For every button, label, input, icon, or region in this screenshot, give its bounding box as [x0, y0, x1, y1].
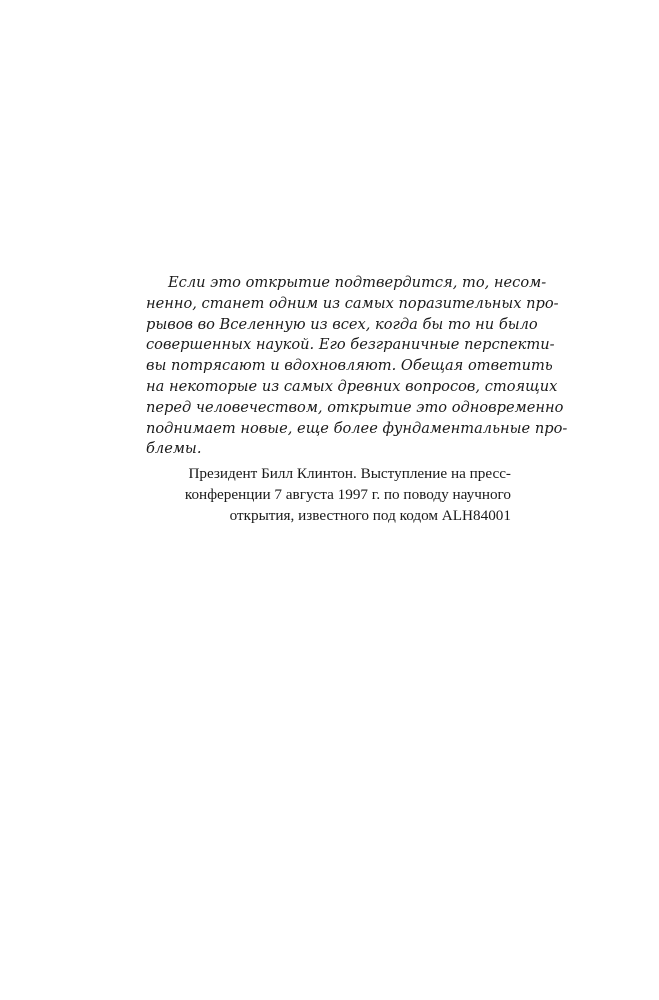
attribution-line: Президент Билл Клинтон. Выступление на пресс- — [188, 465, 511, 482]
quote-line: на некоторые из самых древних вопросов, стоящих — [146, 377, 558, 395]
quote-line: Если это открытие подтвердится, то, несом- — [168, 274, 547, 291]
quote-line: ненно, станет одним из самых поразительных про- — [146, 294, 559, 312]
attribution-line: конференции 7 августа 1997 г. по поводу научного — [184, 485, 511, 503]
epigraph-attribution — [146, 464, 511, 526]
quote-line: блемы. — [146, 440, 202, 458]
quote-line: вы потрясают и вдохновляют. Обещая ответить — [146, 357, 553, 375]
quote-line: перед человечеством, открытие это одновременно — [146, 398, 564, 416]
epigraph-quote — [146, 273, 568, 460]
quote-line: совершенных наукой. Его безграничные перспекти- — [146, 336, 555, 354]
quote-line: рывов во Вселенную из всех, когда бы то ни было — [146, 315, 538, 333]
attribution-line: открытия, известного под кодом ALH84001 — [229, 506, 511, 524]
quote-line: поднимает новые, еще более фундаментальные про- — [146, 419, 568, 437]
